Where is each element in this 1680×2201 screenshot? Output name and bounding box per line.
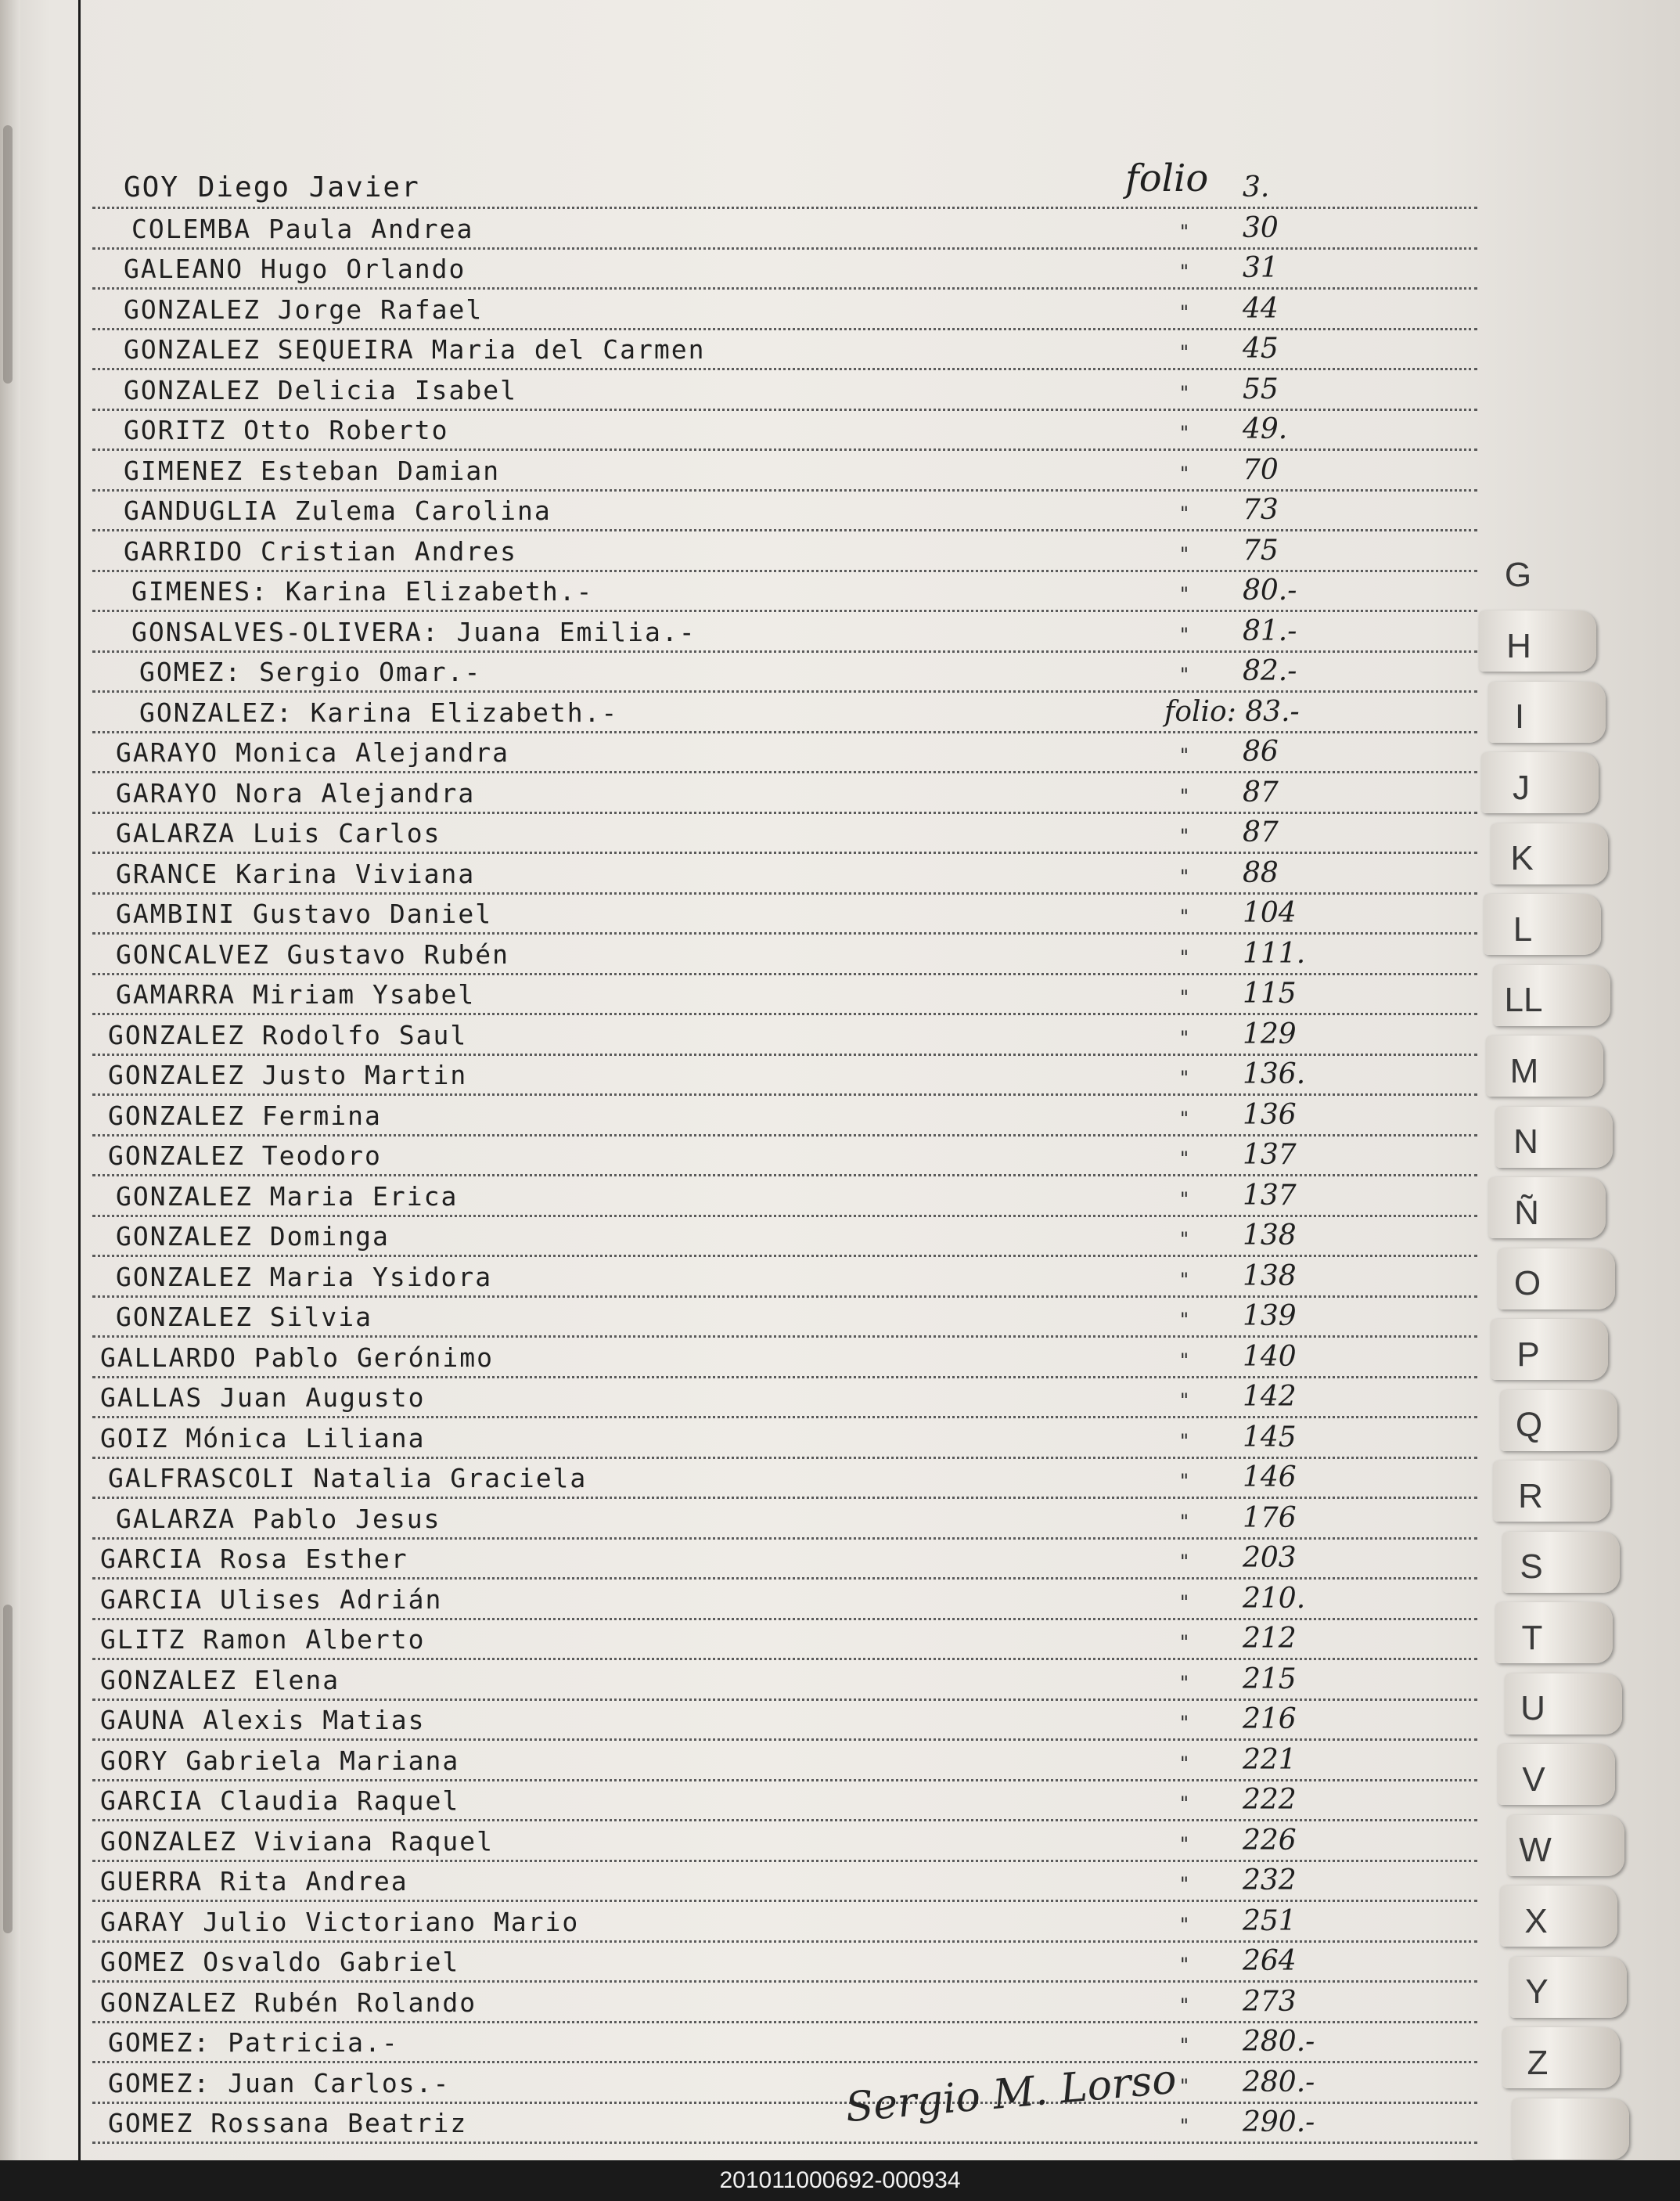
entry-name: GARAY Julio Victoriano Mario (100, 1906, 580, 1937)
ditto-mark: " (1180, 1470, 1189, 1492)
entry-name: GAUNA Alexis Matias (100, 1705, 426, 1735)
ditto-mark: " (1180, 220, 1189, 243)
entry-name: GORY Gabriela Mariana (100, 1745, 460, 1776)
binder-hole (3, 125, 13, 384)
entry-folio: 146 (1243, 1461, 1297, 1493)
entry-folio: 3. (1243, 171, 1270, 204)
entry-folio: 142 (1243, 1381, 1297, 1413)
ditto-mark: " (1180, 1389, 1189, 1411)
register-entry (92, 450, 1477, 489)
register-entry (92, 1982, 1477, 2021)
register-entry (92, 1538, 1477, 1577)
ditto-mark: " (1180, 1873, 1189, 1895)
index-tab-letter: T (1521, 1618, 1543, 1657)
register-entry (92, 1619, 1477, 1658)
entry-folio: 264 (1243, 1945, 1297, 1977)
entry-folio: 221 (1243, 1743, 1297, 1776)
register-entry (92, 692, 1477, 731)
index-tab-letter: H (1506, 626, 1531, 665)
margin-line (78, 0, 81, 2160)
entry-name: COLEMBA Paula Andrea (131, 213, 474, 244)
entry-name: GOMEZ: Patricia.- (108, 2027, 399, 2058)
entry-folio: 210. (1243, 1582, 1306, 1615)
ditto-mark: " (1180, 422, 1189, 444)
ditto-mark: " (1180, 1026, 1189, 1049)
ditto-mark: " (1180, 1228, 1189, 1250)
ditto-mark: " (1180, 1752, 1189, 1774)
entry-name: GONZALEZ Dominga (116, 1221, 390, 1252)
ditto-mark: " (1180, 2115, 1189, 2137)
entry-folio: 31 (1243, 252, 1279, 284)
register-entry (92, 1377, 1477, 1416)
entry-folio: 104 (1243, 897, 1297, 929)
index-tab-letter: M (1509, 1051, 1539, 1090)
ditto-mark: " (1180, 1671, 1189, 1694)
binder-edge (0, 0, 20, 2160)
entry-name: GONZALEZ Justo Martin (108, 1060, 468, 1090)
entry-name: GALARZA Pablo Jesus (116, 1503, 441, 1534)
ditto-mark: " (1180, 1631, 1189, 1653)
index-tab-letter: N (1513, 1122, 1538, 1161)
entry-name: GONZALEZ Viviana Raquel (100, 1825, 494, 1857)
entry-name: GARAYO Monica Alejandra (116, 737, 509, 768)
register-entry (92, 1579, 1477, 1618)
register-entry (92, 1256, 1477, 1295)
register-entry (92, 651, 1477, 690)
entry-folio: 273 (1243, 1985, 1297, 2018)
ditto-mark: " (1180, 623, 1189, 646)
entry-name: GOMEZ Osvaldo Gabriel (100, 1947, 460, 1977)
entry-name: GAMBINI Gustavo Daniel (116, 899, 493, 929)
index-tab-letter: LL (1504, 981, 1543, 1019)
entry-folio: 87 (1243, 776, 1279, 809)
register-entry (92, 1861, 1477, 1900)
entry-folio: 81.- (1243, 614, 1297, 647)
register-entry (92, 1780, 1477, 1819)
register-entry (92, 1740, 1477, 1779)
entry-name: GONZALEZ Maria Erica (116, 1180, 459, 1212)
register-entry (92, 1014, 1477, 1054)
entry-name: GUERRA Rita Andrea (100, 1866, 408, 1897)
entry-folio: 145 (1243, 1421, 1297, 1454)
register-entry (92, 812, 1477, 852)
ditto-mark: " (1180, 1832, 1189, 1855)
register-entry (92, 329, 1477, 368)
index-tab-letter: U (1520, 1689, 1545, 1727)
entry-folio: 251 (1243, 1904, 1297, 1937)
entry-folio: folio: 83.- (1164, 695, 1300, 728)
register-entry (92, 1418, 1477, 1457)
entry-folio: 80.- (1243, 575, 1297, 607)
ditto-mark: " (1180, 1429, 1189, 1452)
register-entry (92, 208, 1477, 247)
register-entry (92, 248, 1477, 287)
entry-folio: 115 (1243, 978, 1297, 1010)
entry-folio: 88 (1243, 856, 1279, 889)
entry-name: GONZALEZ Rubén Rolando (100, 1987, 477, 2018)
index-tab-letter: X (1524, 1901, 1548, 1940)
entry-folio: 212 (1243, 1623, 1297, 1655)
entry-folio: 226 (1243, 1824, 1297, 1857)
ditto-mark: " (1180, 542, 1189, 565)
entry-folio: 138 (1243, 1219, 1297, 1252)
ditto-mark: " (1180, 1954, 1189, 1976)
entry-folio: 215 (1243, 1662, 1297, 1695)
ditto-mark: " (1180, 986, 1189, 1008)
image-code: 201011000692-000934 (719, 2167, 961, 2193)
register-entry (92, 1296, 1477, 1335)
index-tab-letter: I (1514, 697, 1525, 736)
index-tab-letter: O (1513, 1264, 1541, 1302)
index-tab-letter: W (1519, 1831, 1552, 1869)
entry-name: GIMENEZ Esteban Damian (124, 455, 501, 486)
ditto-mark: " (1180, 1268, 1189, 1291)
entry-folio: 30 (1243, 211, 1279, 244)
index-tab-letter: L (1513, 910, 1533, 949)
register-entry (92, 773, 1477, 812)
index-tab-letter: G (1504, 556, 1532, 594)
entry-name: GIMENES: Karina Elizabeth.- (131, 576, 594, 607)
register-entry (92, 1821, 1477, 1860)
index-tab-letter: S (1520, 1547, 1543, 1586)
entry-name: GARCIA Ulises Adrián (100, 1583, 443, 1615)
entry-folio: 73 (1243, 494, 1279, 526)
entry-folio: 44 (1243, 292, 1279, 325)
ditto-mark: " (1180, 865, 1189, 888)
register-entry (92, 1457, 1477, 1497)
entry-folio: 139 (1243, 1300, 1297, 1332)
entry-folio: 203 (1243, 1542, 1297, 1574)
ditto-mark: " (1180, 1147, 1189, 1169)
entry-folio: 232 (1243, 1864, 1297, 1897)
entry-folio: 280.- (1243, 2066, 1315, 2098)
entry-folio: 136 (1243, 1098, 1297, 1131)
entry-name: GONZALEZ Silvia (116, 1302, 373, 1332)
entry-folio: 176 (1243, 1501, 1297, 1534)
index-tab-letter: K (1510, 839, 1534, 877)
entry-folio: 140 (1243, 1340, 1297, 1373)
entry-folio: 82.- (1243, 655, 1297, 687)
register-entry (92, 409, 1477, 448)
register-entry (92, 2102, 1477, 2142)
register-entry (92, 1699, 1477, 1738)
ditto-mark: " (1180, 462, 1189, 485)
entry-folio: 216 (1243, 1703, 1297, 1735)
index-tab-letter: P (1516, 1335, 1540, 1374)
entry-name: GALFRASCOLI Natalia Graciela (108, 1463, 588, 1493)
alphabet-index-tabs (1479, 548, 1620, 2160)
ditto-mark: " (1180, 1551, 1189, 1572)
entry-folio: 129 (1243, 1018, 1297, 1050)
register-entry (92, 157, 1477, 207)
entry-folio: 222 (1243, 1784, 1297, 1816)
entry-name: GARAYO Nora Alejandra (116, 777, 476, 809)
entry-name: GONZALEZ SEQUEIRA Maria del Carmen (124, 334, 706, 365)
register-entry (92, 893, 1477, 932)
entry-folio: 137 (1243, 1139, 1297, 1171)
entry-folio: 49. (1243, 413, 1288, 445)
ditto-mark: " (1180, 906, 1189, 928)
index-tab-letter: R (1518, 1476, 1543, 1515)
entry-name: GOMEZ: Sergio Omar.- (139, 657, 482, 687)
register-entry (92, 490, 1477, 529)
entry-folio: 138 (1243, 1259, 1297, 1292)
register-entry (92, 1054, 1477, 1093)
ditto-mark: " (1180, 261, 1189, 283)
register-entry (92, 934, 1477, 973)
register-entry (92, 611, 1477, 650)
entry-name: GONZALEZ Rodolfo Saul (108, 1019, 468, 1050)
entry-name: GONCALVEZ Gustavo Rubén (116, 938, 509, 970)
register-entry (92, 571, 1477, 610)
index-tab-letter: Y (1525, 1972, 1549, 2011)
ditto-mark: " (1180, 1067, 1189, 1089)
entry-folio: 280.- (1243, 2026, 1315, 2058)
entry-name: GONSALVES-OLIVERA: Juana Emilia.- (131, 616, 696, 647)
entry-name: GLITZ Ramon Alberto (100, 1624, 426, 1655)
entry-name: GOMEZ: Juan Carlos.- (108, 2067, 451, 2098)
entry-name: GOY Diego Javier (124, 171, 420, 204)
register-entry (92, 2062, 1477, 2102)
ditto-mark: " (1180, 1994, 1189, 2016)
entry-name: GAMARRA Miriam Ysabel (116, 979, 476, 1010)
entry-name: GOIZ Mónica Liliana (100, 1422, 426, 1454)
entry-folio: 55 (1243, 373, 1279, 405)
entry-name: GARCIA Claudia Raquel (100, 1785, 460, 1816)
entry-name: GONZALEZ Maria Ysidora (116, 1261, 493, 1292)
entry-name: GALLAS Juan Augusto (100, 1382, 426, 1413)
register-entry (92, 1176, 1477, 1215)
index-tab-letter: Ñ (1514, 1193, 1539, 1232)
ditto-mark: " (1180, 1590, 1189, 1613)
entry-name: GONZALEZ: Karina Elizabeth.- (139, 697, 619, 728)
index-tab[interactable] (1512, 2098, 1629, 2160)
register-entry (92, 1659, 1477, 1698)
entry-name: GANDUGLIA Zulema Carolina (124, 495, 552, 526)
register-entry (92, 369, 1477, 409)
ditto-mark: " (1180, 1792, 1189, 1814)
ditto-mark: " (1180, 1309, 1189, 1331)
ditto-mark: " (1180, 946, 1189, 968)
ditto-mark: " (1180, 1510, 1189, 1533)
entry-name: GARCIA Rosa Esther (100, 1544, 408, 1574)
register-entry (92, 1135, 1477, 1174)
entry-name: GONZALEZ Fermina (108, 1100, 382, 1131)
ditto-mark: " (1180, 744, 1189, 766)
entry-name: GONZALEZ Delicia Isabel (124, 374, 517, 405)
ditto-mark: " (1180, 583, 1189, 605)
entry-folio: 86 (1243, 736, 1279, 768)
ditto-mark: " (1180, 784, 1189, 807)
register-entry (92, 2022, 1477, 2061)
binder-hole (3, 1605, 13, 1933)
entry-folio: 75 (1243, 534, 1279, 567)
entry-folio: 111. (1243, 937, 1306, 970)
register-entry (92, 974, 1477, 1013)
register-entry (92, 289, 1477, 328)
image-code-bar (0, 2160, 1680, 2201)
register-entry (92, 531, 1477, 570)
register-entry (92, 1216, 1477, 1255)
register-entry (92, 1901, 1477, 1940)
entry-name: GRANCE Karina Viviana (116, 858, 476, 889)
register-entry (92, 1337, 1477, 1376)
ditto-mark: " (1180, 1349, 1189, 1371)
ruled-line (92, 2142, 1477, 2144)
entry-name: GONZALEZ Elena (100, 1664, 340, 1695)
ditto-mark: " (1180, 2034, 1189, 2056)
ditto-mark: " (1180, 825, 1189, 847)
ditto-mark: " (1180, 664, 1189, 686)
register-entry (92, 732, 1477, 771)
entry-name: GALEANO Hugo Orlando (124, 254, 466, 284)
entry-name: GONZALEZ Jorge Rafael (124, 294, 484, 325)
index-tab-letter: V (1522, 1760, 1545, 1799)
entry-name: GONZALEZ Teodoro (108, 1140, 382, 1171)
ditto-mark: " (1180, 381, 1189, 404)
entry-folio: 45 (1243, 333, 1279, 365)
folio-label: folio (1125, 157, 1209, 200)
register-entry (92, 853, 1477, 892)
index-tab-letter: J (1513, 768, 1530, 807)
ditto-mark: " (1180, 1712, 1189, 1734)
register-entry (92, 1941, 1477, 1980)
index-tab-letter: Q (1515, 1406, 1543, 1444)
signature: Sergio M. Lorso (844, 2055, 1178, 2132)
entry-name: GARRIDO Cristian Andres (124, 535, 517, 567)
entry-name: GALARZA Luis Carlos (116, 818, 441, 848)
entry-folio: 136. (1243, 1058, 1306, 1090)
ditto-mark: " (1180, 503, 1189, 524)
entry-name: GALLARDO Pablo Gerónimo (100, 1342, 494, 1373)
register-entry (92, 1498, 1477, 1537)
entry-name: GORITZ Otto Roberto (124, 415, 449, 445)
ditto-mark: " (1180, 2074, 1189, 2097)
ditto-mark: " (1180, 301, 1189, 323)
entry-folio: 137 (1243, 1179, 1297, 1212)
ditto-mark: " (1180, 1187, 1189, 1210)
ditto-mark: " (1180, 1913, 1189, 1936)
entry-name: GOMEZ Rossana Beatriz (108, 2108, 468, 2138)
ditto-mark: " (1180, 1107, 1189, 1129)
entry-folio: 87 (1243, 816, 1279, 848)
ditto-mark: " (1180, 341, 1189, 363)
register-entry (92, 1095, 1477, 1134)
index-tab-letter: Z (1527, 2043, 1549, 2082)
entry-folio: 70 (1243, 453, 1279, 486)
entry-folio: 290.- (1243, 2106, 1315, 2138)
